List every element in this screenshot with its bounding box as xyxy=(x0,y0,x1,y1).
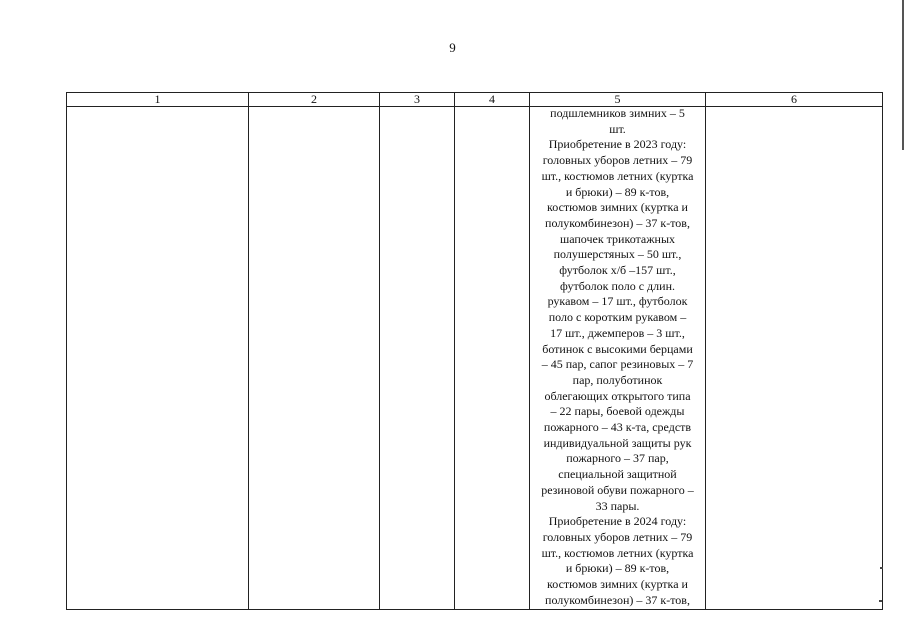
cell-col-4 xyxy=(455,107,530,610)
procurement-text: подшлемников зимних – 5 шт. Приобретение в 2023 году: головных уборов летних – 79 шт., костюмов летних (куртка и брюки) – 89 к-тов, костюмов зимних (куртка и полукомбинезон) – 37 к-тов, шапочек трикотажных полушерстяных – 50 шт., футболок х/б –157 шт., футболок поло с длин. рукавом – 17 шт., футболок поло с коротким рукавом – 17 шт., джемперов – 3 шт., ботинок с высокими берцами – 45 пар, сапог резиновых – 7 пар, полуботинок облегающих открытого типа – 22 пары, боевой одежды пожарного – 43 к-та, средств индивидуальной защиты рук пожарного – 37 пар, специальной защитной резиновой обуви пожарного – 33 пары. Приобретение в 2024 году: головных уборов летних – 79 шт., костюмов летних (куртка и брюки) – 89 к-тов, костюмов зимних (куртка и полукомбинезон) – 37 к-тов, xyxy=(541,106,694,607)
table-header-row xyxy=(67,93,883,107)
header-col-3: 3 xyxy=(380,93,455,107)
page-edge-mark xyxy=(902,0,904,150)
header-col-2: 2 xyxy=(249,93,380,107)
cell-col-3 xyxy=(380,107,455,610)
header-col-6: 6 xyxy=(706,93,883,107)
scan-speck xyxy=(880,567,883,569)
document-table xyxy=(66,92,883,610)
page-number: 9 xyxy=(449,40,456,55)
cell-col-1 xyxy=(67,107,249,610)
header-col-1: 1 xyxy=(67,93,249,107)
table-row xyxy=(67,107,883,610)
header-col-5: 5 xyxy=(530,93,706,107)
cell-col-6 xyxy=(706,107,883,610)
cell-col-5 xyxy=(530,107,706,610)
header-col-4: 4 xyxy=(455,93,530,107)
scan-speck xyxy=(879,600,882,602)
cell-col-2 xyxy=(249,107,380,610)
